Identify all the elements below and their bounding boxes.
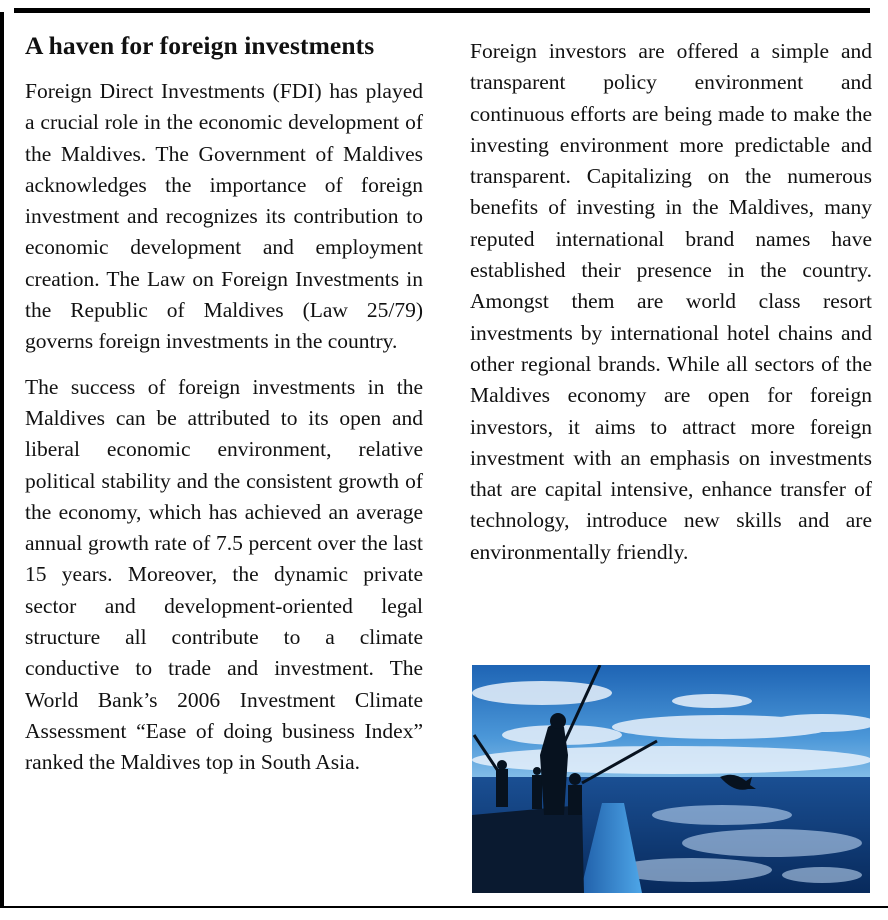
- left-column: [25, 30, 423, 779]
- fishing-photo-image: [472, 665, 870, 893]
- fishing-photo: [472, 665, 870, 893]
- paragraph-fdi: Foreign Direct Investments (FDI) has played a crucial role in the economic development of the Maldives. The Government of Maldives acknowledges the importance of foreign investment and recognizes its contribution to economic development and employment creation. The Law on Foreign Investments in the Republic of Maldives (Law 25/79) governs foreign investments in the country.: [25, 79, 423, 354]
- bottom-rule: [0, 906, 888, 908]
- top-rule: [14, 8, 870, 13]
- paragraph-policy: Foreign investors are offered a simple and transparent policy environment and continuous efforts are being made to make the investing environment more predictable and transparent. Capitalizing on the numerous benefits of investing in the Maldives, many reputed international brand names have established their presence in the country. Amongst them are world class resort investments by international hotel chains and other regional brands. While all sectors of the Maldives economy are open for foreign investors, it aims to attract more foreign investment with an emphasis on investments that are capital intensive, enhance transfer of technology, introduce new skills and are environmentally friendly.: [470, 39, 872, 564]
- right-column: [470, 36, 872, 568]
- article-title: A haven for foreign investments: [25, 31, 375, 60]
- paragraph-success: The success of foreign investments in the Maldives can be attributed to its open and liberal economic environment, relative political stability and the consistent growth of the economy, which has achieved an average annual growth rate of 7.5 percent over the last 15 years. Moreover, the dynamic private sector and development-oriented legal structure all contribute to a climate conductive to trade and investment. The World Bank’s 2006 Investment Climate Assessment “Ease of doing business Index” ranked the Maldives top in South Asia.: [25, 374, 423, 775]
- boat-hull: [472, 805, 584, 893]
- left-rule: [0, 12, 4, 908]
